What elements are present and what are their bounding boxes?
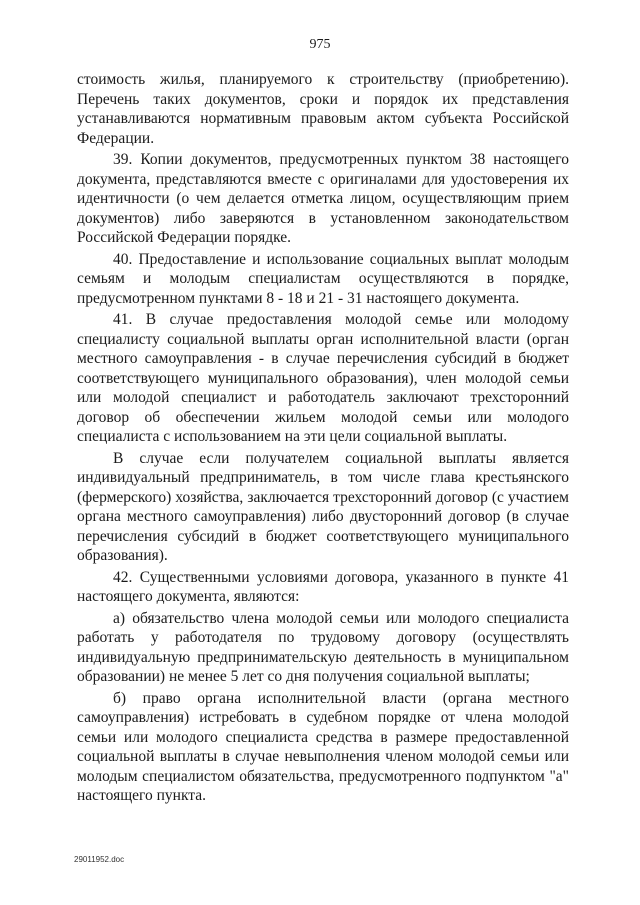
paragraph: 42. Существенными условиями договора, указанного в пункте 41 настоящего документа, являются: xyxy=(77,568,569,605)
page-number: 975 xyxy=(309,37,331,52)
paragraph: а) обязательство члена молодой семьи или молодого специалиста работать у работодателя по трудовому договору (осуществлять индивидуальную предпринимательскую деятельность в муниципальном образовании) не менее 5 лет со дня получения социальной выплаты; xyxy=(77,609,569,685)
paragraph: 39. Копии документов, предусмотренных пунктом 38 настоящего документа, представляются вместе с оригиналами для удостоверения их идентичности (о чем делается отметка лицом, осуществляющим прием документов) либо заверяются в установленном законодательством Российской Федерации порядке. xyxy=(77,151,569,246)
paragraph: 41. В случае предоставления молодой семье или молодому специалисту социальной выплаты орган исполнительной власти (орган местного самоуправления - в случае перечисления субсидий в бюджет соответствующего муниципального образования), член молодой семьи или молодой специалист и работодатель заключают трехсторонний договор об обеспечении жильем молодой семьи или молодого специалиста с использованием на эти цели социальной выплаты. xyxy=(77,311,569,445)
paragraph: В случае если получателем социальной выплаты является индивидуальный предприниматель, в том числе глава крестьянского (фермерского) хозяйства, заключается трехсторонний договор (с участием органа местного самоуправления) либо двусторонний договор (в случае перечисления субсидий в бюджет соответствующего муниципального образования). xyxy=(77,449,569,564)
paragraph: 40. Предоставление и использование социальных выплат молодым семьям и молодым специалистам осуществляются в порядке, предусмотренном пунктами 8 - 18 и 21 - 31 настоящего документа. xyxy=(77,250,569,307)
paragraph: б) право органа исполнительной власти (органа местного самоуправления) истребовать в судебном порядке от члена молодой семьи или молодого специалиста средства в размере предоставленной социальной выплаты в случае невыполнения членом молодой семьи или молодым специалистом обязательства, предусмотренного подпунктом "а" настоящего пункта. xyxy=(77,689,569,804)
document-body xyxy=(77,70,569,808)
paragraph: стоимость жилья, планируемого к строительству (приобретению). Перечень таких документов, сроки и порядок их представления устанавливаются нормативным правовым актом субъекта Российской Федерации. xyxy=(77,71,569,147)
footer-filename: 29011952.doc xyxy=(74,855,125,864)
